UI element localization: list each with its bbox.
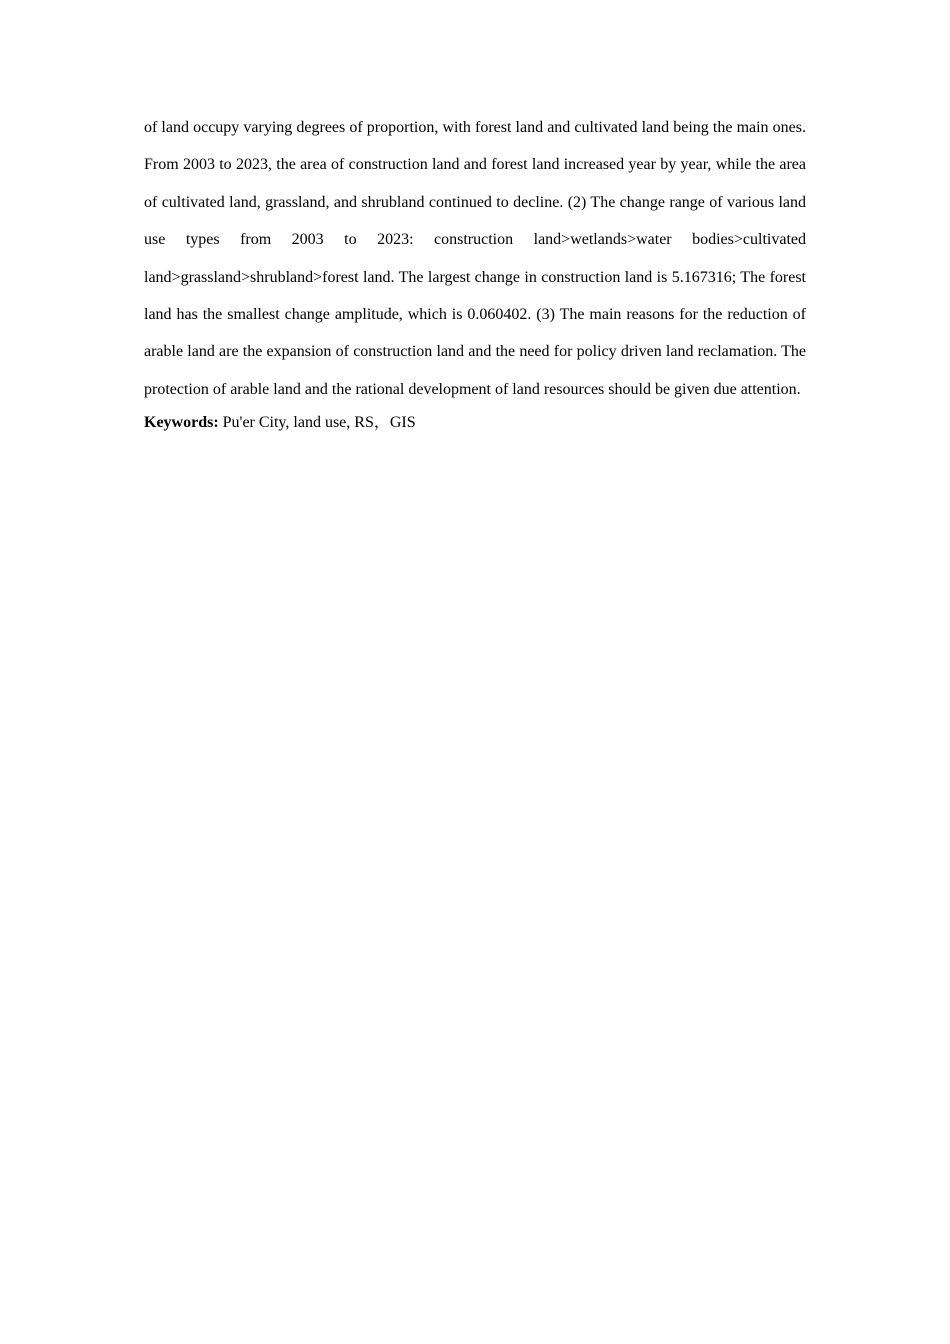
keywords-line <box>144 406 806 440</box>
abstract-section <box>144 109 806 440</box>
abstract-paragraph: of land occupy varying degrees of proportion, with forest land and cultivated land being the main ones. From 2003 to 2023, the area of construction land and forest land increased year by year, while the area of cultivated land, grassland, and shrubland continued to decline. (2) The change range of various land use types from 2003 to 2023: construction land>wetlands>water bodies>cultivated land>grassland>shrubland>forest land. The largest change in construction land is 5.167316; The forest land has the smallest change amplitude, which is 0.060402. (3) The main reasons for the reduction of arable land are the expansion of construction land and the need for policy driven land reclamation. The protection of arable land and the rational development of land resources should be given due attention. <box>144 119 806 398</box>
keywords-value: Pu'er City, land use, RS，GIS <box>222 414 416 432</box>
keywords-label: Keywords: <box>144 414 219 432</box>
